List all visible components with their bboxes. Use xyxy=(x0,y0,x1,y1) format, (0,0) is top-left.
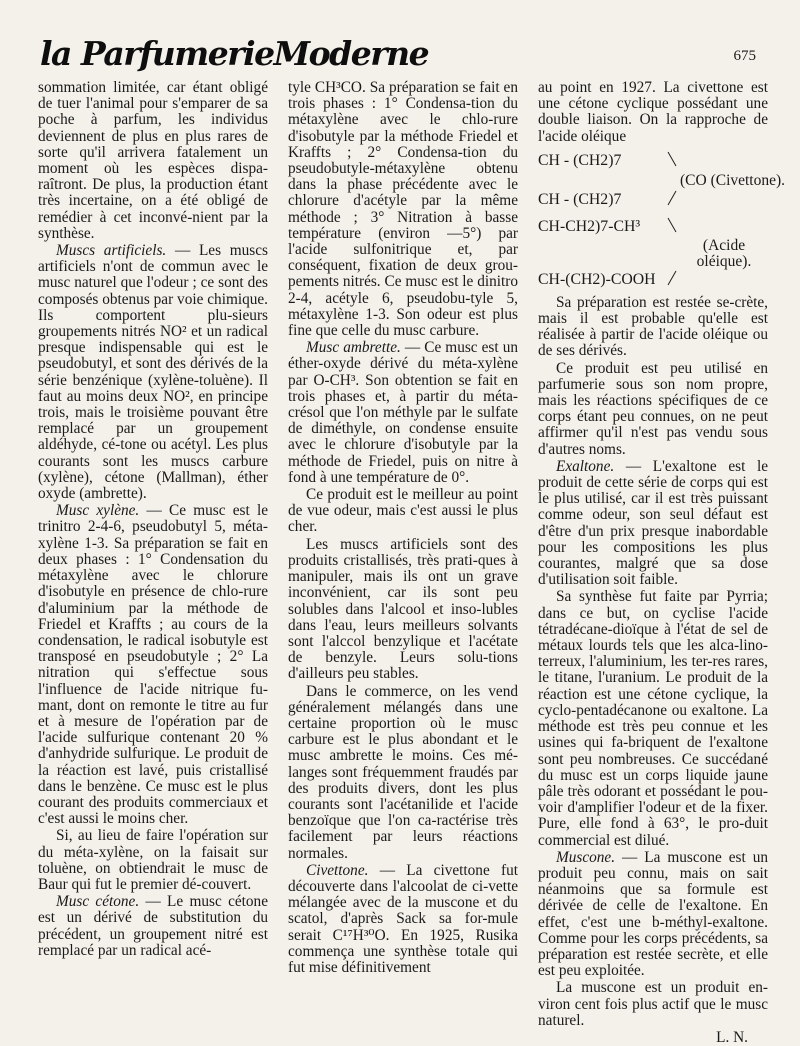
masthead-logo: la ParfumerieModerne xyxy=(40,34,429,73)
paragraph: tyle CH³CO. Sa préparation se fait en trois phases : 1° Condensa-tion du métaxylène avec le chlo-rure d'isobutyle par la méthode Friedel et Kraffts ; 2° Condensa-tion du pseudobutyle-métaxylène obtenu dans la phase précédente avec le chlorure d'acétyle par la même méthode ; 3° Nitration à basse température (environ —5°) par l'acide sulfonitrique et, par conséquent, fixation de deux grou-pements nitrés. Ce musc est le dinitro 2-4, acétyle 6, pseudobu-tyle 5, métaxylène 1-3. Son odeur est plus fine que celle du musc carbure. xyxy=(288,79,518,340)
section-heading: Exaltone. xyxy=(556,457,615,475)
column-1 xyxy=(38,80,268,1015)
author-signature: L. N. xyxy=(716,1028,748,1046)
formula-label: (CO (Civettone). xyxy=(680,171,786,189)
paragraph-text: — La muscone est un produit peu connu, mais on sait néanmoins que sa formule est dérivée de celle de l'exaltone. En effet, c'est une b-méthyl-exaltone. Comme pour les corps précédents, sa préparation est restée secrète, et elle est peu exploitée. xyxy=(538,848,768,980)
paragraph xyxy=(38,243,268,502)
formula-line: CH-CH2)7-CH³ xyxy=(538,218,641,236)
paragraph-text: — La civettone fut découverte dans l'alcoolat de ci-vette mélangée avec de la muscone et du scatol, d'après Sack sa for-mule serait C¹⁷H³⁰O. En 1925, Rusika commença une synthèse totale qui fut mise définitivement xyxy=(288,861,518,976)
paragraph: au point en 1927. La civettone est une cétone cyclique possédant une double liaison. On la rapproche de l'acide oléique xyxy=(538,79,768,145)
paragraph: Sa synthèse fut faite par Pyrria; dans ce but, on cyclise l'acide tétradécane-dioïque à l'état de sel de métaux lourds tels que les alca-lino-terreux, l'aluminium, les ter-res rares, le titane, l'uranium. Le produit de la réaction est une cétone cyclique, la cyclo-pentadécanone ou exaltone. La méthode est très peu connue et les usines qui fa-briquent de l'exaltone sont peu nombreuses. Ce succédané du musc est un corps liquide jaune pâle très odorant et possédant le pou-voir d'amplifier l'odeur et de la fixer. Pure, elle fond à 63°, le pro-duit commercial est dilué. xyxy=(538,588,768,849)
section-heading: Musc cétone. xyxy=(56,893,140,911)
paragraph-text: — Ce musc est le trinitro 2-4-6, pseudobutyl 5, méta-xylène 1-3. Sa préparation se fait en deux phases : 1° Condensation du métaxylène avec le chlorure d'isobutyle en présence de chlo-rure d'aluminium par la méthode de Friedel et Kraffts ; au cours de la condensation, le radical isobutyle est transposé en pseudobutyle ; 2° La nitration qui s'effectue sous l'influence de l'acide nitrique fu-mant, dont on remonte le titre au fur et à mesure de l'opération par de l'acide sulfurique contenant 20 % d'anhydride sulfurique. Le produit de la réaction est lavé, puis cristallisé dans le benzène. Ce musc est le plus courant des produits commerciaux et c'est aussi le moins cher. xyxy=(38,502,268,828)
paragraph xyxy=(288,863,518,976)
paragraph: Dans le commerce, on les vend généralement mélangés dans une certaine proportion où le musc carbure est le plus abondant et le musc ambrette le moins. Ces mé-langes sont fréquemment fraudés par des produits divers, dont les plus courants sont l'acétanilide et l'acide benzoïque que l'on ca-ractérise très facilement par leurs réactions normales. xyxy=(288,682,518,862)
formula-line: CH-(CH2)-COOH xyxy=(538,271,656,289)
page-number: 675 xyxy=(733,48,756,64)
chemical-formula xyxy=(538,217,768,291)
brace-icon xyxy=(666,151,680,172)
brace-icon xyxy=(666,270,680,291)
section-heading: Muscs artificiels. xyxy=(56,242,167,260)
paragraph-text: — Les muscs artificiels n'ont de commun avec le musc naturel que l'odeur ; ce sont des composés obtenus par voie chimique. Ils comportent plu-sieurs groupements nitrés NO² et un radical presque indispensable qui est le pseudobutyl, et sont des dérivés de la série benzénique (xylène-toluène). Il faut au moins deux NO², en principe trois, mais le troisième pouvant être remplacé par un groupement aldéhyde, cé-tone ou acétyl. Les plus courants sont les muscs carbure (xylène), cétone (Mallman), éther oxyde (ambrette). xyxy=(38,242,268,503)
paragraph: sommation limitée, car étant obligé de tuer l'animal pour s'emparer de sa poche à parfum, les individus deviennent de plus en plus rares de sorte qu'il arrivera fatalement un moment où les espèces dispa-raîtront. De plus, la production étant très incertaine, on a été obligé de remédier à cet inconvé-nient par la synthèse. xyxy=(38,79,268,242)
paragraph: La muscone est un produit en-viron cent fois plus actif que le musc naturel. xyxy=(538,979,768,1029)
brace-icon xyxy=(666,190,680,211)
column-3 xyxy=(538,79,786,1046)
formula-label: (Acide oléique). xyxy=(696,236,752,270)
section-heading: Civettone. xyxy=(306,861,369,879)
paragraph xyxy=(538,850,768,980)
section-heading: Musc xylène. xyxy=(56,502,140,520)
formula-line: CH - (CH2)7 xyxy=(538,152,622,170)
chemical-formula xyxy=(538,151,786,211)
section-heading: Muscone. xyxy=(556,848,616,866)
paragraph: Si, au lieu de faire l'opération sur du méta-xylène, on la faisait sur toluène, on obtiendrait le musc de Baur qui fut le premier dé-couvert. xyxy=(38,827,268,893)
paragraph xyxy=(538,459,768,589)
paragraph: Les muscs artificiels sont des produits cristallisés, très prati-ques à manipuler, mais ils ont un grave inconvénient, car ils sont peu solubles dans l'alcool et inso-lubles dans l'eau, leurs meilleurs solvants sont l'alccol benzylique et l'acétate de benzyle. Leurs solu-tions d'ailleurs peu stables. xyxy=(288,535,518,683)
section-heading: Musc ambrette. xyxy=(306,339,401,357)
paragraph: Sa préparation est restée se-crète, mais il est probable qu'elle est réalisée à partir de l'acide oléique ou de ses dérivés. xyxy=(538,293,768,360)
paragraph-text: — L'exaltone est le produit de cette série de corps qui est le plus utilisé, car il est très puissant comme odeur, son seul défaut est d'être d'un prix presque inabordable pour les compositions les plus courantes, malgré que sa dose d'utilisation soit faible. xyxy=(538,457,768,589)
paragraph xyxy=(38,503,268,827)
page-header xyxy=(40,26,760,78)
article-body xyxy=(38,79,786,1046)
paragraph: Ce produit est le meilleur au point de vue odeur, mais c'est aussi le plus cher. xyxy=(288,486,518,536)
column-2 xyxy=(288,80,518,1015)
paragraph: Ce produit est peu utilisé en parfumerie sous son nom propre, mais les réactions spécifiques de ce corps étant peu connues, on ne peut affirmer qu'il n'est pas vendu sous d'autres noms. xyxy=(538,359,768,458)
paragraph-text: — Le musc cétone est un dérivé de substitution du précédent, un groupement nitré est remplacé par un radical acé- xyxy=(38,893,268,959)
paragraph-text: — Ce musc est un éther-oxyde dérivé du méta-xylène par O-CH³. Son obtention se fait en trois phases et, à partir du méta-crésol que l'on méthyle par le sulfate de diméthyle, on condense ensuite avec le chlorure d'isobutyle par la méthode de Friedel, puis on nitre à fond à une température de 0°. xyxy=(288,339,518,486)
formula-line: CH - (CH2)7 xyxy=(538,191,622,209)
paragraph xyxy=(38,894,268,959)
paragraph xyxy=(288,340,518,486)
brace-icon xyxy=(666,217,680,238)
